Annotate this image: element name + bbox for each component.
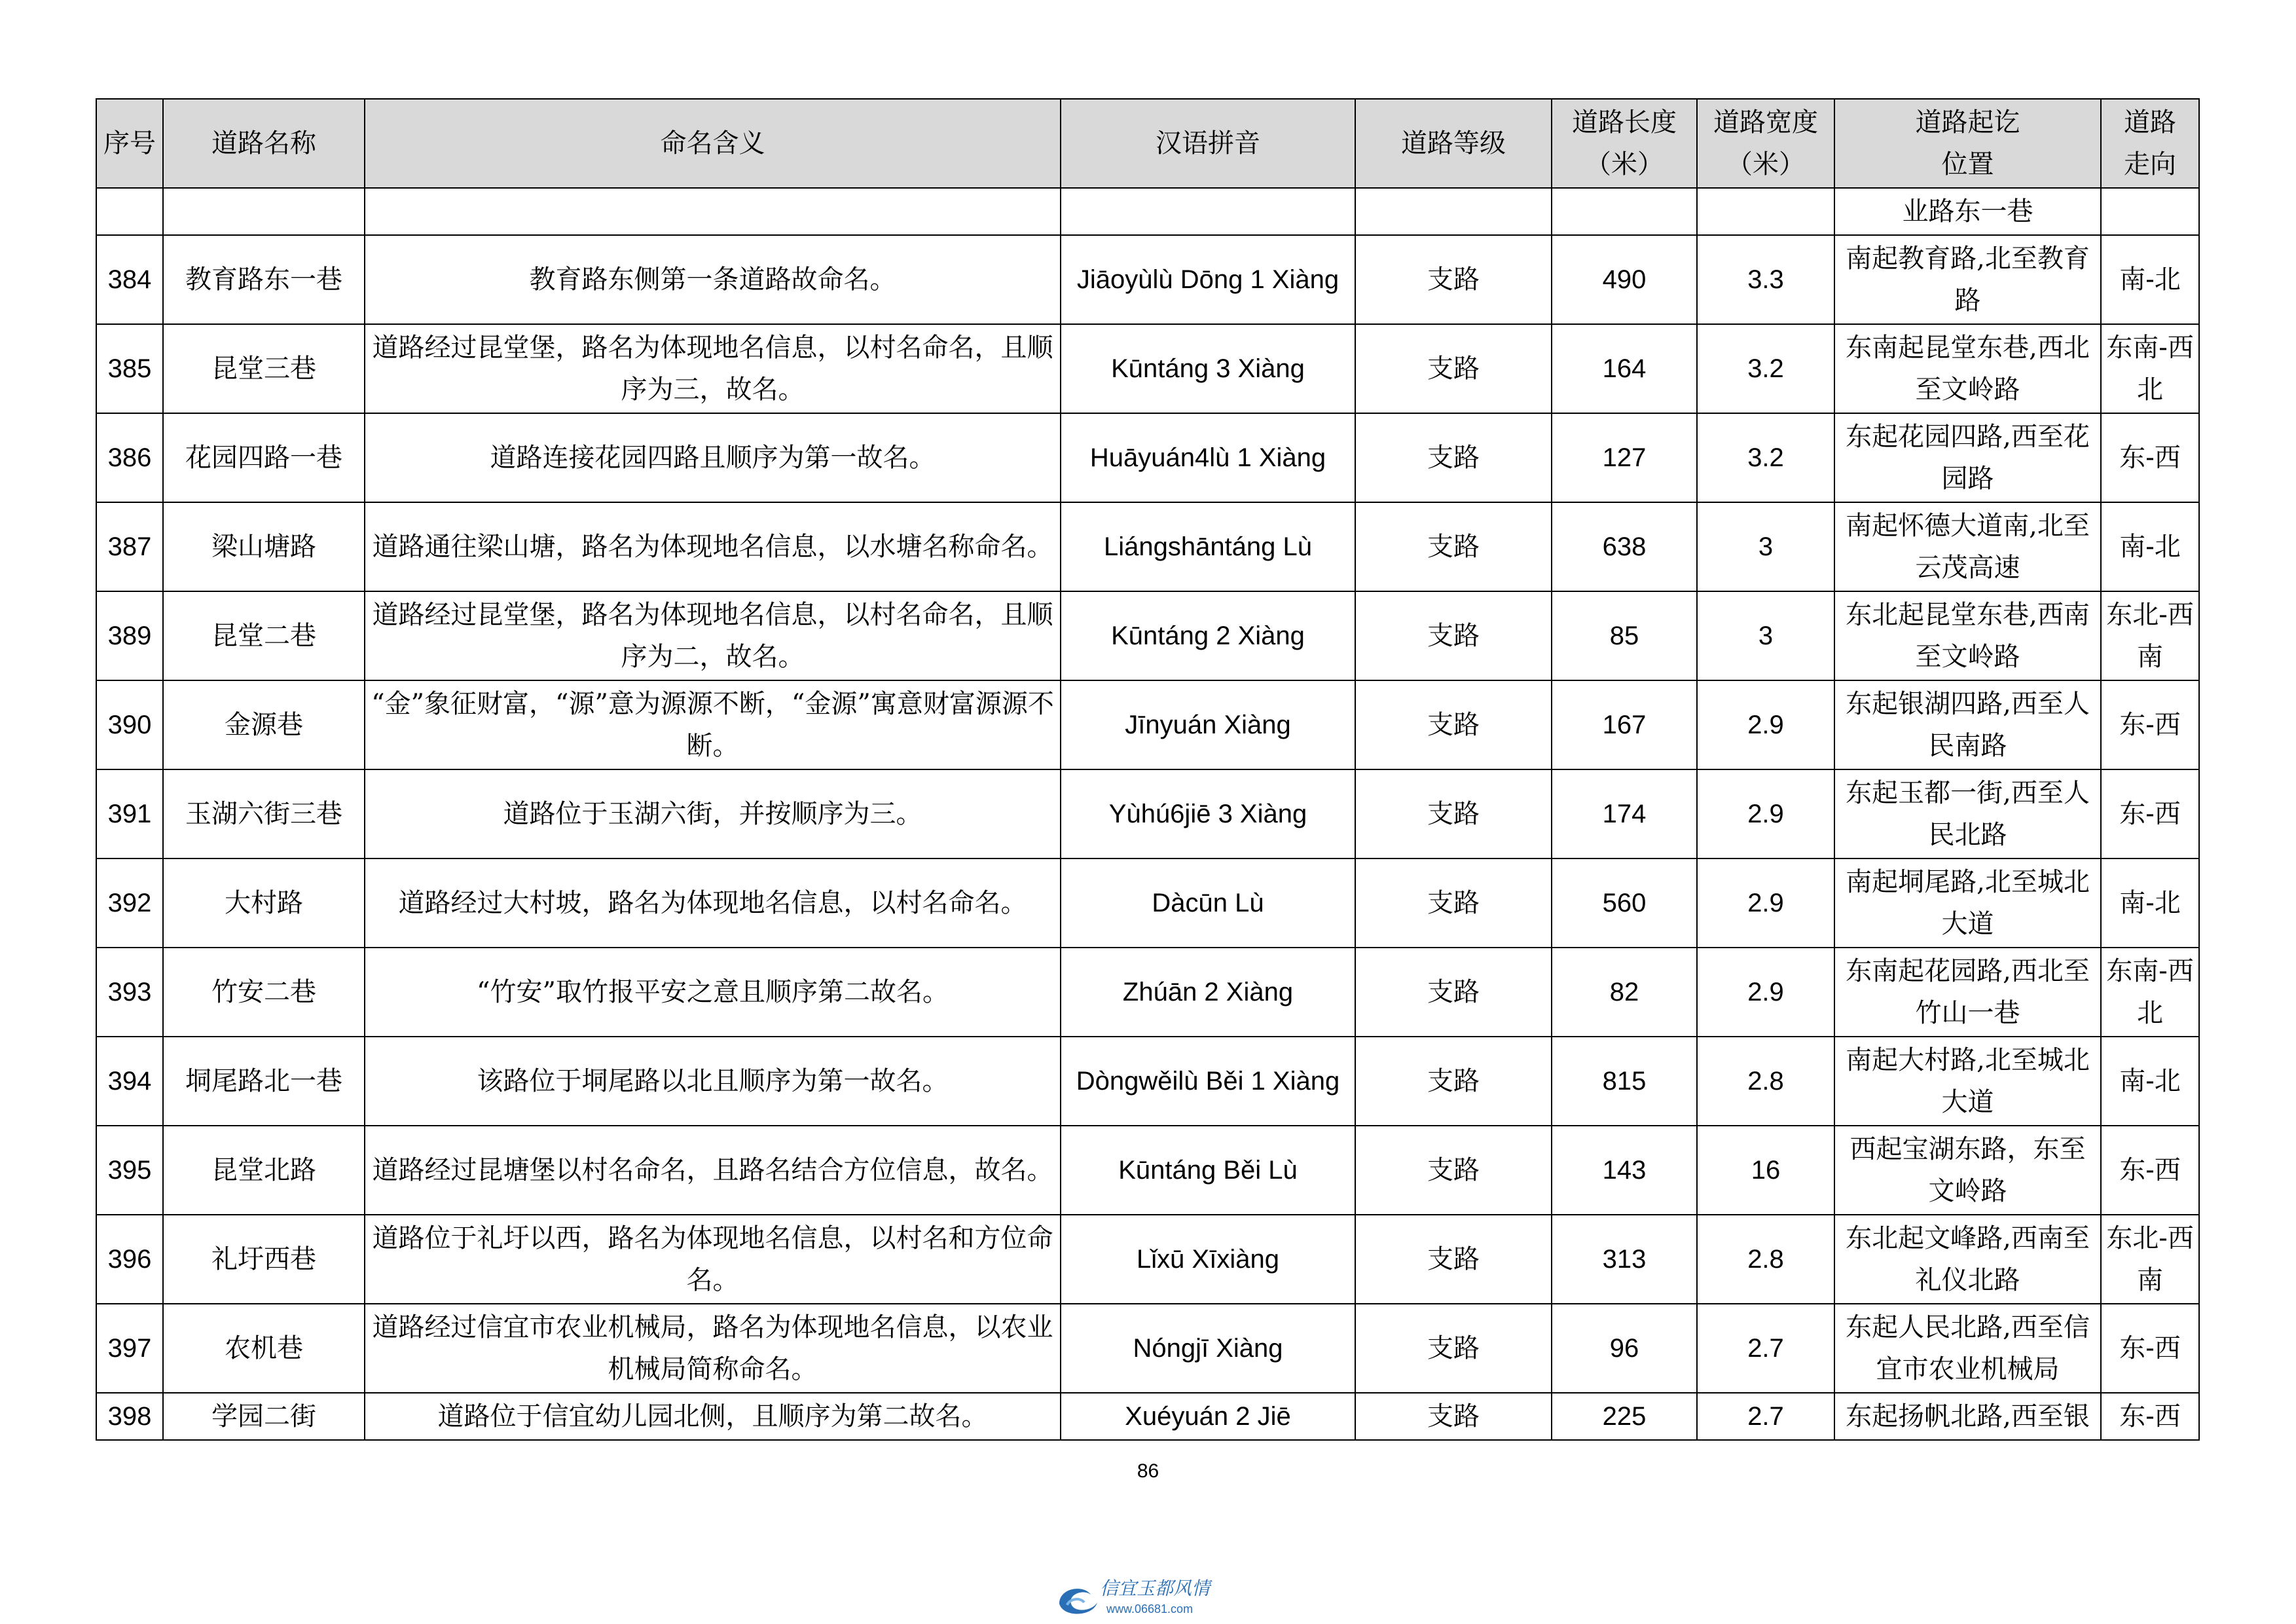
header-direction-line1: 道路 <box>2124 107 2176 138</box>
cell-grade: 支路 <box>1355 235 1552 324</box>
header-name: 道路名称 <box>163 99 365 188</box>
cell-grade: 支路 <box>1355 502 1552 591</box>
cell-grade: 支路 <box>1355 413 1552 502</box>
table-row <box>96 1126 2199 1215</box>
cell-position: 东北起文峰路,西南至礼仪北路 <box>1834 1215 2101 1304</box>
cell-meaning: 道路经过昆塘堡以村名命名，且路名结合方位信息，故名。 <box>365 1126 1061 1215</box>
cell-position: 东起扬帆北路,西至银 <box>1834 1393 2101 1440</box>
swirl-logo-icon <box>1054 1575 1250 1621</box>
cell-position: 东起花园四路,西至花园路 <box>1834 413 2101 502</box>
cell-width: 3.2 <box>1697 413 1834 502</box>
cell-meaning: 道路通往梁山塘，路名为体现地名信息，以水塘名称命名。 <box>365 502 1061 591</box>
cell-grade: 支路 <box>1355 324 1552 413</box>
cell-grade: 支路 <box>1355 1304 1552 1393</box>
cell-width: 2.9 <box>1697 858 1834 948</box>
cell-pinyin: Dàcūn Lù <box>1061 858 1355 948</box>
header-length-line1: 道路长度 <box>1572 107 1677 138</box>
cell-grade: 支路 <box>1355 1037 1552 1126</box>
cell-empty <box>1697 188 1834 235</box>
cell-road-name: 教育路东一巷 <box>163 235 365 324</box>
cell-width: 2.7 <box>1697 1304 1834 1393</box>
table-row <box>96 413 2199 502</box>
cell-seq: 396 <box>96 1215 163 1304</box>
cell-road-name: 竹安二巷 <box>163 948 365 1037</box>
table-row <box>96 591 2199 680</box>
cell-pinyin: Jiāoyùlù Dōng 1 Xiàng <box>1061 235 1355 324</box>
cell-meaning: 道路位于信宜幼儿园北侧，且顺序为第二故名。 <box>365 1393 1061 1440</box>
cell-width: 3 <box>1697 502 1834 591</box>
cell-direction: 东-西 <box>2101 1126 2199 1215</box>
cell-seq: 398 <box>96 1393 163 1440</box>
cell-width: 3.2 <box>1697 324 1834 413</box>
cell-direction: 东-西 <box>2101 413 2199 502</box>
cell-length: 96 <box>1552 1304 1697 1393</box>
cell-meaning: 道路连接花园四路且顺序为第一故名。 <box>365 413 1061 502</box>
cell-grade: 支路 <box>1355 1393 1552 1440</box>
table-row <box>96 235 2199 324</box>
cell-position: 南起怀德大道南,北至云茂高速 <box>1834 502 2101 591</box>
cell-road-name: 垌尾路北一巷 <box>163 1037 365 1126</box>
table-row <box>96 1304 2199 1393</box>
cell-seq: 395 <box>96 1126 163 1215</box>
cell-seq: 391 <box>96 769 163 858</box>
table-header-row <box>96 99 2199 188</box>
cell-empty <box>96 188 163 235</box>
cell-meaning: 教育路东侧第一条道路故命名。 <box>365 235 1061 324</box>
table-row <box>96 858 2199 948</box>
cell-length: 225 <box>1552 1393 1697 1440</box>
cell-road-name: 花园四路一巷 <box>163 413 365 502</box>
cell-position: 业路东一巷 <box>1834 188 2101 235</box>
cell-direction: 南-北 <box>2101 502 2199 591</box>
cell-length: 490 <box>1552 235 1697 324</box>
cell-pinyin: Liángshāntáng Lù <box>1061 502 1355 591</box>
cell-meaning: 道路经过昆堂堡，路名为体现地名信息，以村名命名，且顺序为三，故名。 <box>365 324 1061 413</box>
cell-length: 167 <box>1552 680 1697 769</box>
cell-position: 南起垌尾路,北至城北大道 <box>1834 858 2101 948</box>
cell-empty <box>1061 188 1355 235</box>
cell-road-name: 学园二街 <box>163 1393 365 1440</box>
cell-meaning: 道路位于礼圩以西，路名为体现地名信息，以村名和方位命名。 <box>365 1215 1061 1304</box>
cell-meaning: 道路经过大村坡，路名为体现地名信息，以村名命名。 <box>365 858 1061 948</box>
footer-logo-url: www.06681.com <box>1106 1602 1194 1615</box>
cell-road-name: 梁山塘路 <box>163 502 365 591</box>
cell-direction: 东-西 <box>2101 680 2199 769</box>
cell-position: 东起人民北路,西至信宜市农业机械局 <box>1834 1304 2101 1393</box>
header-width <box>1697 99 1834 188</box>
cell-meaning: 该路位于垌尾路以北且顺序为第一故名。 <box>365 1037 1061 1126</box>
header-width-line1: 道路宽度 <box>1713 107 1818 138</box>
cell-direction: 东-西 <box>2101 769 2199 858</box>
cell-pinyin: Yùhú6jiē 3 Xiàng <box>1061 769 1355 858</box>
cell-meaning: 道路经过昆堂堡，路名为体现地名信息，以村名命名，且顺序为二，故名。 <box>365 591 1061 680</box>
cell-direction: 南-北 <box>2101 1037 2199 1126</box>
cell-direction: 东北-西南 <box>2101 1215 2199 1304</box>
cell-position: 西起宝湖东路，东至文岭路 <box>1834 1126 2101 1215</box>
cell-direction: 南-北 <box>2101 858 2199 948</box>
cell-direction: 东南-西北 <box>2101 324 2199 413</box>
cell-grade: 支路 <box>1355 769 1552 858</box>
cell-width: 2.9 <box>1697 680 1834 769</box>
cell-road-name: 大村路 <box>163 858 365 948</box>
cell-seq: 394 <box>96 1037 163 1126</box>
cell-empty <box>1552 188 1697 235</box>
table-row <box>96 324 2199 413</box>
table-row <box>96 1215 2199 1304</box>
cell-pinyin: Kūntáng 2 Xiàng <box>1061 591 1355 680</box>
cell-pinyin: Kūntáng 3 Xiàng <box>1061 324 1355 413</box>
cell-pinyin: Lǐxū Xīxiàng <box>1061 1215 1355 1304</box>
cell-length: 127 <box>1552 413 1697 502</box>
table-row <box>96 1037 2199 1126</box>
cell-length: 560 <box>1552 858 1697 948</box>
cell-meaning: 道路经过信宜市农业机械局，路名为体现地名信息，以农业机械局简称命名。 <box>365 1304 1061 1393</box>
cell-direction: 东-西 <box>2101 1304 2199 1393</box>
cell-grade: 支路 <box>1355 948 1552 1037</box>
header-length <box>1552 99 1697 188</box>
cell-width: 3.3 <box>1697 235 1834 324</box>
cell-length: 815 <box>1552 1037 1697 1126</box>
cell-seq: 393 <box>96 948 163 1037</box>
cell-pinyin: Nóngjī Xiàng <box>1061 1304 1355 1393</box>
cell-length: 85 <box>1552 591 1697 680</box>
header-width-line2: （米） <box>1726 149 1805 179</box>
cell-seq: 392 <box>96 858 163 948</box>
footer-logo <box>1054 1575 1250 1621</box>
cell-seq: 385 <box>96 324 163 413</box>
cell-length: 174 <box>1552 769 1697 858</box>
cell-position: 东北起昆堂东巷,西南至文岭路 <box>1834 591 2101 680</box>
cell-direction: 南-北 <box>2101 235 2199 324</box>
cell-grade: 支路 <box>1355 1215 1552 1304</box>
cell-position: 南起教育路,北至教育路 <box>1834 235 2101 324</box>
cell-width: 2.9 <box>1697 948 1834 1037</box>
road-naming-table <box>96 98 2200 1441</box>
cell-pinyin: Xuéyuán 2 Jiē <box>1061 1393 1355 1440</box>
cell-grade: 支路 <box>1355 1126 1552 1215</box>
cell-length: 313 <box>1552 1215 1697 1304</box>
cell-seq: 387 <box>96 502 163 591</box>
header-grade: 道路等级 <box>1355 99 1552 188</box>
cell-width: 16 <box>1697 1126 1834 1215</box>
cell-empty <box>2101 188 2199 235</box>
cell-direction: 东-西 <box>2101 1393 2199 1440</box>
footer-logo-title: 信宜玉都风情 <box>1100 1578 1211 1599</box>
cell-position: 东起玉都一街,西至人民北路 <box>1834 769 2101 858</box>
cell-seq: 386 <box>96 413 163 502</box>
cell-width: 2.7 <box>1697 1393 1834 1440</box>
table-row <box>96 948 2199 1037</box>
header-position <box>1834 99 2101 188</box>
cell-grade: 支路 <box>1355 858 1552 948</box>
cell-seq: 389 <box>96 591 163 680</box>
cell-meaning: “竹安”取竹报平安之意且顺序第二故名。 <box>365 948 1061 1037</box>
cell-width: 3 <box>1697 591 1834 680</box>
cell-direction: 东北-西南 <box>2101 591 2199 680</box>
cell-direction: 东南-西北 <box>2101 948 2199 1037</box>
cell-pinyin: Dòngwěilù Běi 1 Xiàng <box>1061 1037 1355 1126</box>
cell-road-name: 昆堂北路 <box>163 1126 365 1215</box>
cell-meaning: “金”象征财富，“源”意为源源不断，“金源”寓意财富源源不断。 <box>365 680 1061 769</box>
cell-road-name: 礼圩西巷 <box>163 1215 365 1304</box>
cell-width: 2.8 <box>1697 1215 1834 1304</box>
cell-length: 164 <box>1552 324 1697 413</box>
header-position-line1: 道路起讫 <box>1915 107 2020 138</box>
header-position-line2: 位置 <box>1941 149 1994 179</box>
table-row <box>96 502 2199 591</box>
cell-pinyin: Kūntáng Běi Lù <box>1061 1126 1355 1215</box>
cell-empty <box>1355 188 1552 235</box>
cell-road-name: 玉湖六街三巷 <box>163 769 365 858</box>
table-row <box>96 680 2199 769</box>
cell-pinyin: Jīnyuán Xiàng <box>1061 680 1355 769</box>
cell-position: 东起银湖四路,西至人民南路 <box>1834 680 2101 769</box>
header-meaning: 命名含义 <box>365 99 1061 188</box>
table-row <box>96 1393 2199 1440</box>
cell-position: 东南起昆堂东巷,西北至文岭路 <box>1834 324 2101 413</box>
cell-meaning: 道路位于玉湖六街，并按顺序为三。 <box>365 769 1061 858</box>
cell-empty <box>365 188 1061 235</box>
page-number: 86 <box>1137 1460 1159 1482</box>
header-length-line2: （米） <box>1585 149 1664 179</box>
cell-length: 638 <box>1552 502 1697 591</box>
cell-empty <box>163 188 365 235</box>
header-seq: 序号 <box>96 99 163 188</box>
cell-position: 南起大村路,北至城北大道 <box>1834 1037 2101 1126</box>
cell-grade: 支路 <box>1355 680 1552 769</box>
cell-length: 143 <box>1552 1126 1697 1215</box>
cell-road-name: 农机巷 <box>163 1304 365 1393</box>
header-direction-line2: 走向 <box>2124 149 2176 179</box>
header-pinyin: 汉语拼音 <box>1061 99 1355 188</box>
table-row-continuation <box>96 188 2199 235</box>
cell-grade: 支路 <box>1355 591 1552 680</box>
cell-road-name: 昆堂二巷 <box>163 591 365 680</box>
cell-road-name: 昆堂三巷 <box>163 324 365 413</box>
cell-position: 东南起花园路,西北至竹山一巷 <box>1834 948 2101 1037</box>
header-direction <box>2101 99 2199 188</box>
cell-seq: 384 <box>96 235 163 324</box>
cell-seq: 390 <box>96 680 163 769</box>
cell-seq: 397 <box>96 1304 163 1393</box>
cell-width: 2.9 <box>1697 769 1834 858</box>
table-row <box>96 769 2199 858</box>
cell-pinyin: Zhúān 2 Xiàng <box>1061 948 1355 1037</box>
cell-road-name: 金源巷 <box>163 680 365 769</box>
cell-width: 2.8 <box>1697 1037 1834 1126</box>
cell-pinyin: Huāyuán4lù 1 Xiàng <box>1061 413 1355 502</box>
cell-length: 82 <box>1552 948 1697 1037</box>
